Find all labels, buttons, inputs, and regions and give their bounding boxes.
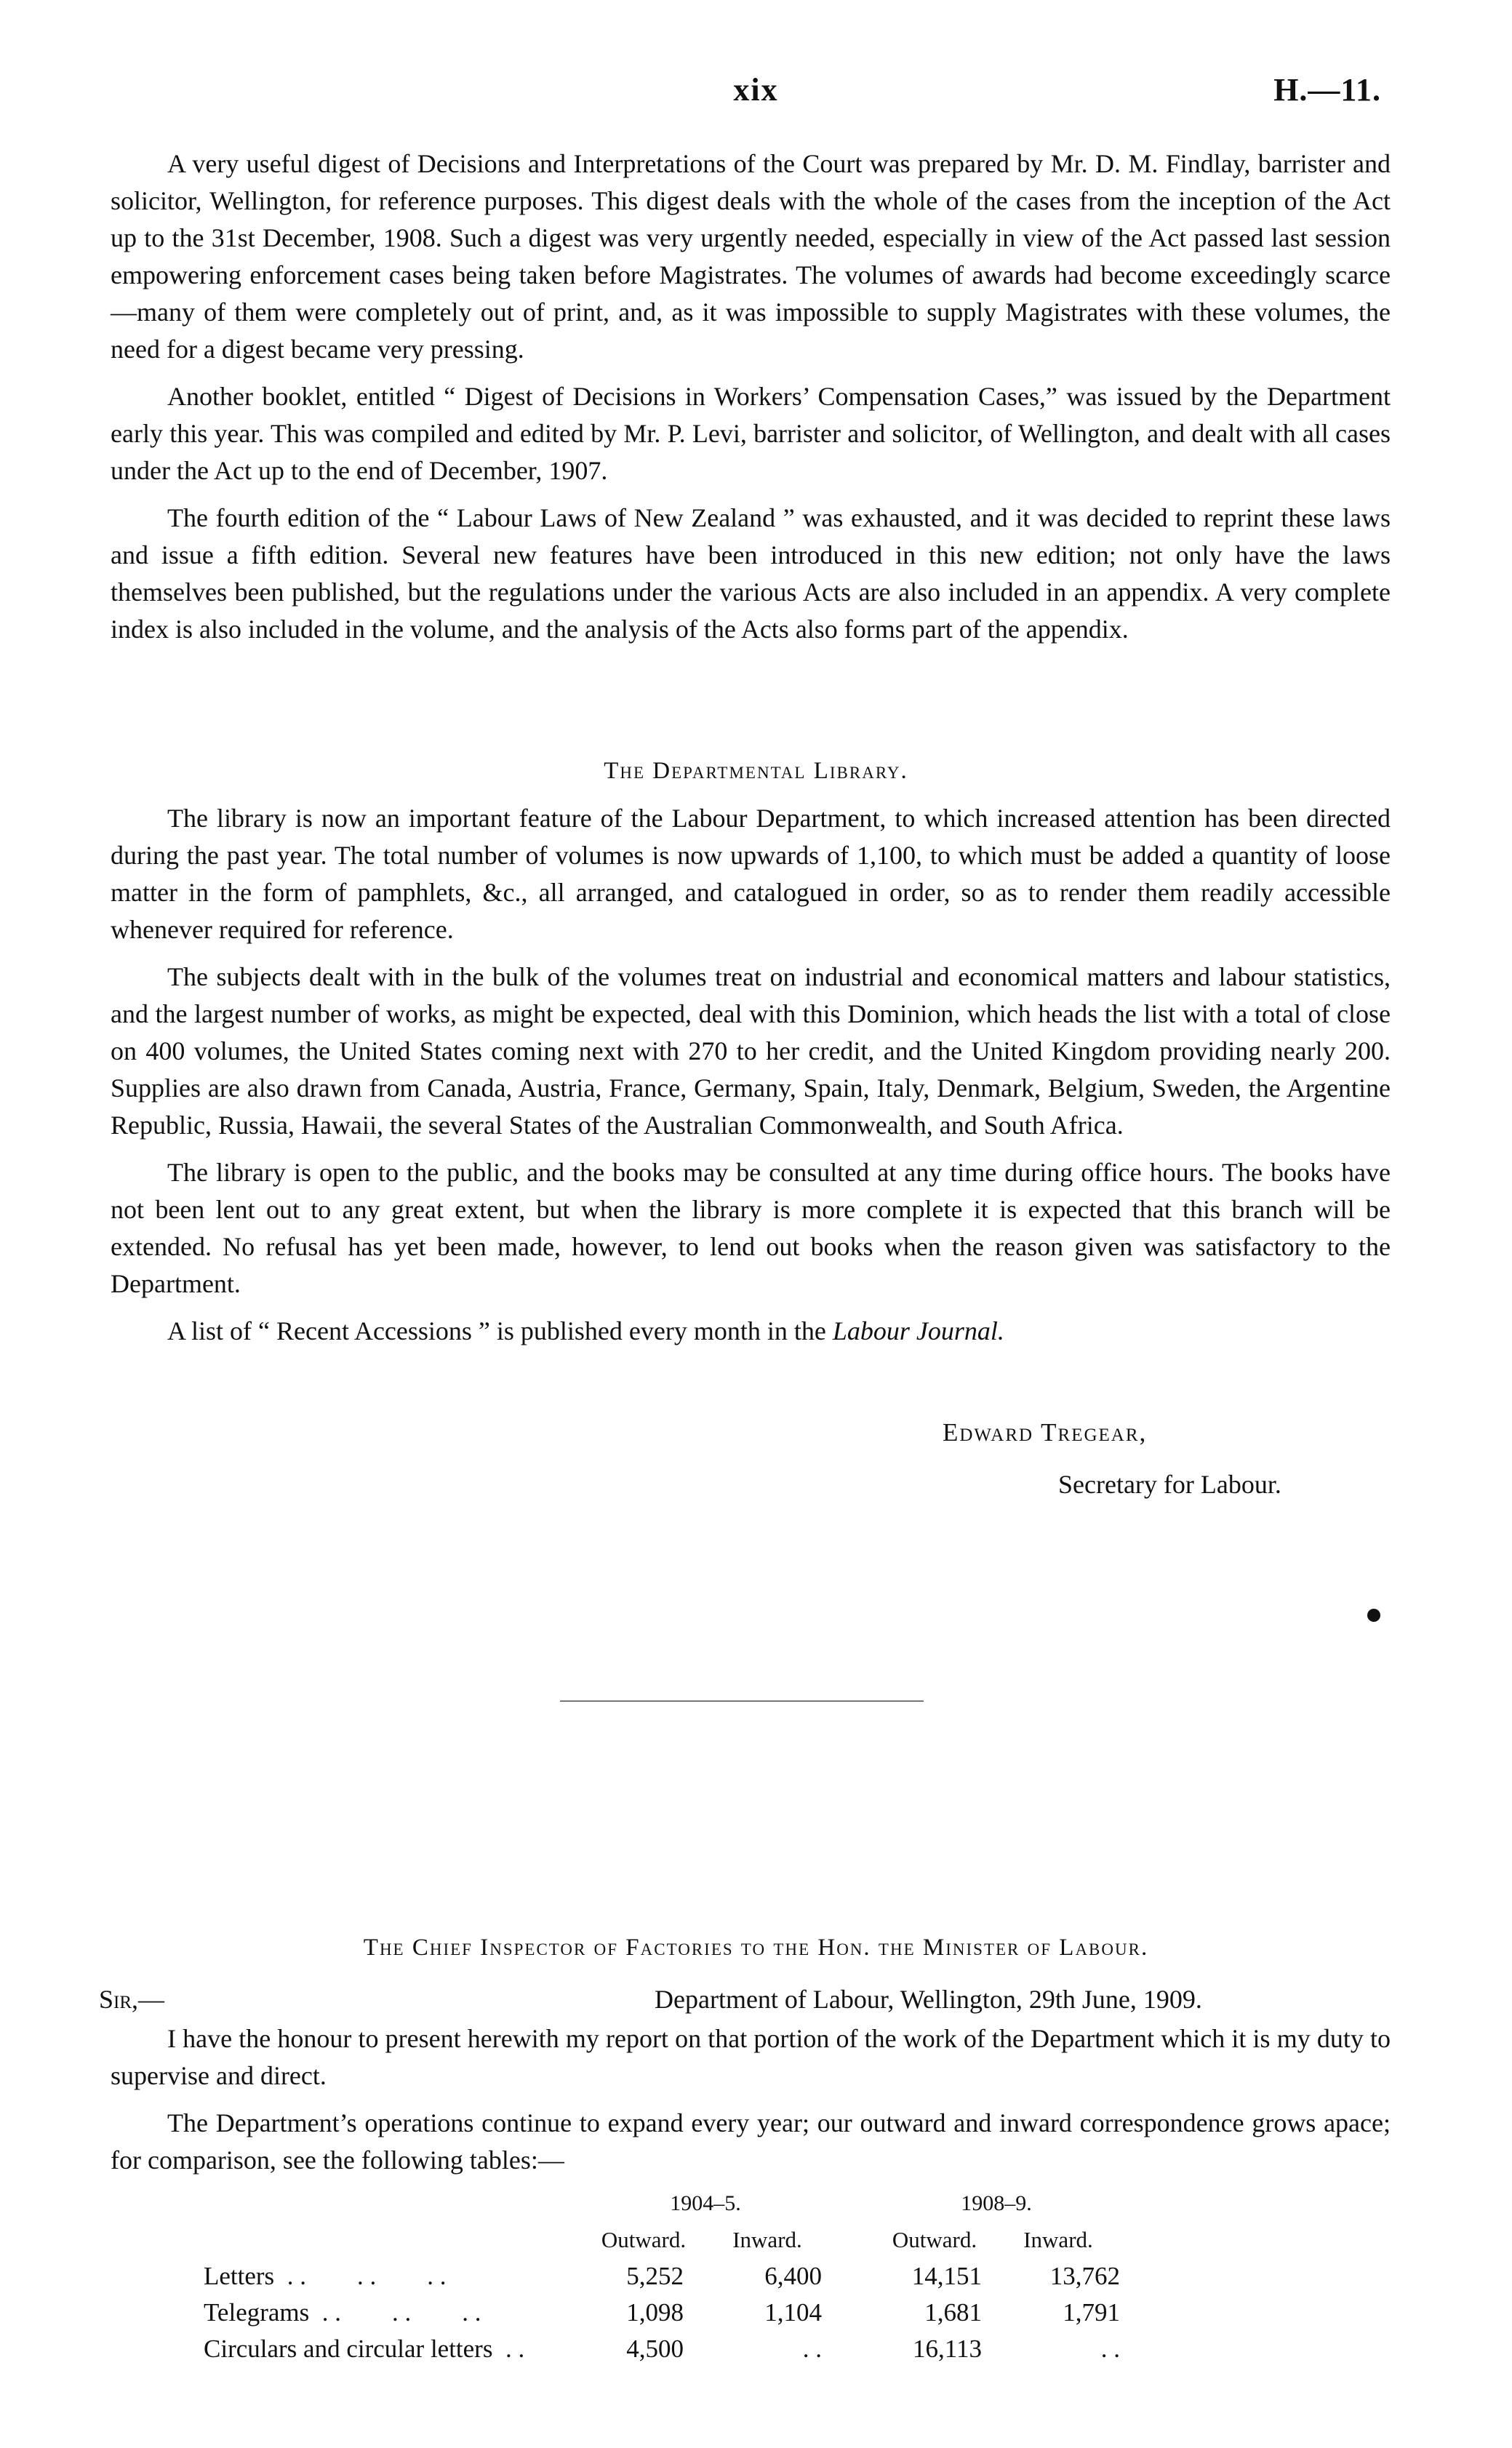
paragraph: The library is now an important feature of the Labour Department, to which increased attention has been directed during the past year. The total number of volumes is now upwards of 1,100, to which must be added a quantity of loose matter in the form of pamphlets, &c., all arranged, and catalogued in order, so as to render them readily accessible whenever required for reference. bbox=[111, 804, 1391, 944]
col-inward-1904: Inward. bbox=[732, 2227, 802, 2252]
row-label: Circulars and circular letters bbox=[204, 2335, 493, 2363]
row-leaders: . . . . . . bbox=[274, 2262, 447, 2290]
cell-value: . . bbox=[802, 2335, 822, 2363]
library-section bbox=[111, 800, 1391, 1360]
journal-note-text: A list of “ Recent Accessions ” is published every month in the bbox=[167, 1316, 833, 1345]
signature-name: Edward Tregear, bbox=[943, 1418, 1148, 1447]
paragraph: Another booklet, entitled “ Digest of Decisions in Workers’ Compensation Cases,” was issued by the Department early this year. This was compiled and edited by Mr. P. Levi, barrister and solicitor, of Wellington, and dealt with all cases under the Act up to the end of December, 1907. bbox=[111, 382, 1391, 485]
col-inward-1908: Inward. bbox=[1023, 2227, 1093, 2252]
cell-value: 1,104 bbox=[764, 2298, 822, 2327]
report-heading: The Chief Inspector of Factories to the Hon. the Minister of Labour. bbox=[363, 1935, 1149, 1961]
cell-value: 1,098 bbox=[626, 2298, 684, 2327]
cell-value: 13,762 bbox=[1049, 2262, 1120, 2290]
document-reference: H.—11. bbox=[1273, 72, 1381, 108]
row-label: Telegrams bbox=[204, 2298, 310, 2327]
cell-value: 14,151 bbox=[911, 2262, 982, 2290]
period-1904-5: 1904–5. bbox=[670, 2191, 741, 2215]
signature-title: Secretary for Labour. bbox=[1058, 1470, 1281, 1499]
paragraph: I have the honour to present herewith my report on that portion of the work of the Department which it is my duty to supervise and direct. bbox=[111, 2024, 1391, 2090]
paragraph: The subjects dealt with in the bulk of the volumes treat on industrial and economical matters and labour statistics, and the largest number of works, as might be expected, deal with this Dominion, which heads the list with a total of close on 400 volumes, the United States coming next with 270 to her credit, and the United Kingdom providing nearly 200. Supplies are also drawn from Canada, Austria, France, Germany, Spain, Italy, Denmark, Belgium, Sweden, the Argentine Republic, Russia, Hawaii, the several States of the Australian Commonwealth, and South Africa. bbox=[111, 962, 1391, 1140]
row-leaders: . . . . . . bbox=[309, 2298, 481, 2327]
period-1908-9: 1908–9. bbox=[961, 2191, 1032, 2215]
correspondence-table bbox=[204, 2185, 1120, 2367]
paragraph: The library is open to the public, and the books may be consulted at any time during office hours. The books have not been lent out to any great extent, but when the library is more complete it is expected that this branch will be extended. No refusal has yet been made, however, to lend out books when the reason given was satisfactory to the Department. bbox=[111, 1158, 1391, 1298]
page-number: xix bbox=[733, 72, 779, 108]
table-row bbox=[204, 2258, 1120, 2295]
bullet-mark bbox=[1367, 1609, 1380, 1622]
paragraph: A very useful digest of Decisions and Interpretations of the Court was prepared by Mr. D. M. Findlay, barrister and solicitor, Wellington, for reference purposes. This digest deals with the whole of the cases from the inception of the Act up to the 31st December, 1908. Such a digest was very urgently needed, especially in view of the Act passed last session empowering enforcement cases being taken before Magistrates. The volumes of awards had become exceedingly scarce—many of them were completely out of print, and, as it was impossible to supply Magistrates with these volumes, the need for a digest became very pressing. bbox=[111, 149, 1391, 364]
table-row bbox=[204, 2295, 1120, 2331]
salutation: Sir,— bbox=[99, 1985, 165, 2014]
report-section bbox=[111, 2020, 1391, 2189]
cell-value: . . bbox=[1100, 2335, 1120, 2363]
cell-value: 6,400 bbox=[764, 2262, 822, 2290]
journal-note bbox=[111, 1313, 1391, 1350]
col-outward-1904: Outward. bbox=[601, 2227, 687, 2252]
cell-value: 16,113 bbox=[913, 2335, 982, 2363]
row-label: Letters bbox=[204, 2262, 275, 2290]
section-divider bbox=[560, 1700, 924, 1702]
col-outward-1908: Outward. bbox=[892, 2227, 977, 2252]
table-row bbox=[204, 2331, 1120, 2367]
cell-value: 1,791 bbox=[1063, 2298, 1120, 2327]
subheader-row bbox=[204, 2222, 1120, 2258]
dateline: Department of Labour, Wellington, 29th June, 1909. bbox=[655, 1985, 1202, 2014]
cell-value: 1,681 bbox=[924, 2298, 982, 2327]
cell-value: 4,500 bbox=[626, 2335, 684, 2363]
paragraph: The fourth edition of the “ Labour Laws of New Zealand ” was exhausted, and it was decided to reprint these laws and issue a fifth edition. Several new features have been introduced in this new edition; not only have the laws themselves been published, but the regulations under the various Acts are also included in an appendix. A very complete index is also included in the volume, and the analysis of the Acts also forms part of the appendix. bbox=[111, 503, 1391, 644]
intro-section bbox=[111, 145, 1391, 658]
library-heading: The Departmental Library. bbox=[604, 758, 908, 784]
period-header-row bbox=[204, 2185, 1120, 2222]
journal-name: Labour Journal. bbox=[832, 1316, 1004, 1345]
paragraph: The Department’s operations continue to expand every year; our outward and inward correspondence grows apace; for comparison, see the following tables:— bbox=[111, 2108, 1391, 2175]
cell-value: 5,252 bbox=[626, 2262, 684, 2290]
row-leaders: . . bbox=[492, 2335, 525, 2363]
